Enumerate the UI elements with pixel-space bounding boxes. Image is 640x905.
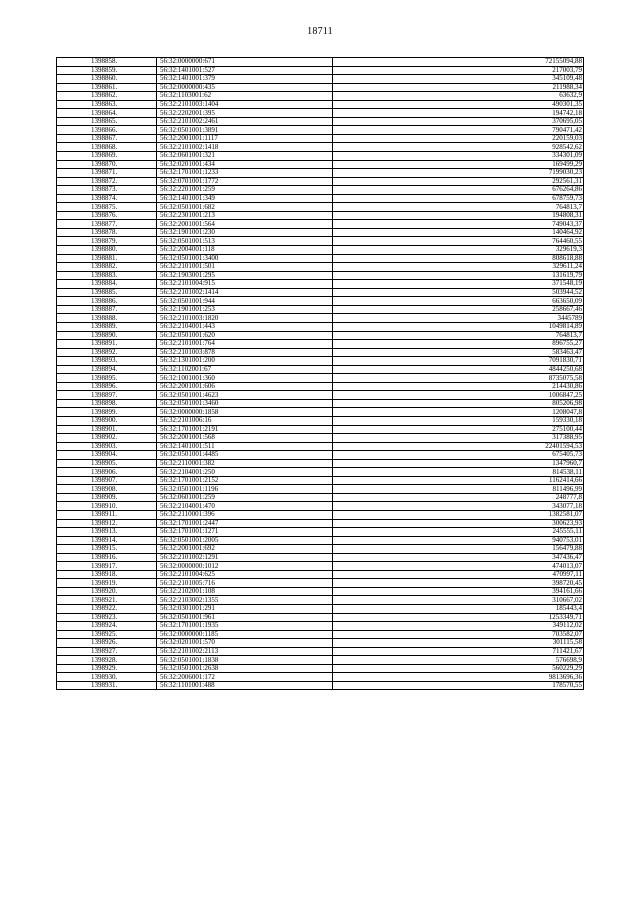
cadastral-value-cell: 3445789 [333,314,584,323]
cadastral-number-cell: 56:32:2101002:1418 [157,143,333,152]
cadastral-number-cell: 56:32:1701001:2191 [157,425,333,434]
cadastral-value-cell: 248777,8 [333,493,584,502]
row-number-cell: 1398922. [57,605,157,614]
cadastral-value-cell: 8735075,58 [333,374,584,383]
cadastral-number-cell: 56:32:1903001:295 [157,271,333,280]
cadastral-number-cell: 56:32:0501001:4623 [157,391,333,400]
row-number-cell: 1398911. [57,510,157,519]
row-number-cell: 1398871. [57,169,157,178]
row-number-cell: 1398864. [57,109,157,118]
table-row [57,271,584,280]
cadastral-number-cell: 56:32:0501001:1196 [157,485,333,494]
row-number-cell: 1398914. [57,536,157,545]
cadastral-number-cell: 56:32:2006001:172 [157,673,333,682]
cadastral-number-cell: 56:32:0501001:4485 [157,451,333,460]
row-number-cell: 1398872. [57,177,157,186]
row-number-cell: 1398862. [57,92,157,101]
table-row [57,169,584,178]
cadastral-value-cell: 343077,18 [333,502,584,511]
cadastral-value-cell: 371548,19 [333,280,584,289]
cadastral-number-cell: 56:32:0201001:434 [157,160,333,169]
row-number-cell: 1398902. [57,434,157,443]
cadastral-number-cell: 56:32:2101001:764 [157,340,333,349]
page-number: 18711 [307,26,333,37]
table-row [57,100,584,109]
cadastral-value-cell: 317388,95 [333,434,584,443]
cadastral-value-cell: 1253349,71 [333,613,584,622]
table-row [57,528,584,537]
table-row [57,322,584,331]
cadastral-value-cell: 22401594,53 [333,442,584,451]
cadastral-value-cell: 560229,29 [333,664,584,673]
cadastral-value-cell: 676264,86 [333,186,584,195]
row-number-cell: 1398896. [57,382,157,391]
table-row [57,416,584,425]
cadastral-value-cell: 764813,7 [333,331,584,340]
row-number-cell: 1398858. [57,58,157,67]
cadastral-value-cell: 214430,86 [333,382,584,391]
cadastral-value-cell: 503944,52 [333,288,584,297]
cadastral-number-cell: 56:32:2101003:1820 [157,314,333,323]
row-number-cell: 1398859. [57,66,157,75]
table-body [57,58,584,690]
cadastral-number-cell: 56:32:1102001:67 [157,365,333,374]
table-row [57,613,584,622]
cadastral-number-cell: 56:32:1701001:1935 [157,622,333,631]
cadastral-number-cell: 56:32:2101003:1404 [157,100,333,109]
row-number-cell: 1398875. [57,203,157,212]
row-number-cell: 1398910. [57,502,157,511]
table-row [57,451,584,460]
row-number-cell: 1398920. [57,587,157,596]
cadastral-number-cell: 56:32:0501001:620 [157,331,333,340]
cadastral-number-cell: 56:32:1103001:62 [157,92,333,101]
row-number-cell: 1398895. [57,374,157,383]
cadastral-value-cell: 1162414,66 [333,476,584,485]
cadastral-value-table [56,57,584,690]
row-number-cell: 1398923. [57,613,157,622]
row-number-cell: 1398882. [57,263,157,272]
table-row [57,331,584,340]
table-row [57,237,584,246]
row-number-cell: 1398881. [57,254,157,263]
cadastral-number-cell: 56:32:1901001:230 [157,228,333,237]
cadastral-number-cell: 56:32:1401001:511 [157,442,333,451]
cadastral-value-cell: 1049814,89 [333,322,584,331]
row-number-cell: 1398863. [57,100,157,109]
row-number-cell: 1398928. [57,656,157,665]
row-number-cell: 1398903. [57,442,157,451]
row-number-cell: 1398893. [57,357,157,366]
table-row [57,305,584,314]
cadastral-value-cell: 808618,88 [333,254,584,263]
cadastral-value-cell: 292561,31 [333,177,584,186]
row-number-cell: 1398927. [57,647,157,656]
row-number-cell: 1398898. [57,399,157,408]
row-number-cell: 1398868. [57,143,157,152]
cadastral-number-cell: 56:32:0501001:3400 [157,254,333,263]
row-number-cell: 1398870. [57,160,157,169]
cadastral-value-cell: 394161,66 [333,587,584,596]
row-number-cell: 1398916. [57,553,157,562]
cadastral-number-cell: 56:32:1401001:379 [157,75,333,84]
row-number-cell: 1398915. [57,545,157,554]
row-number-cell: 1398919. [57,579,157,588]
table-row [57,75,584,84]
table-row [57,288,584,297]
cadastral-number-cell: 56:32:1101001:488 [157,681,333,690]
cadastral-number-cell: 56:32:2004001:118 [157,246,333,255]
cadastral-value-cell: 7091830,71 [333,357,584,366]
cadastral-number-cell: 56:32:0501001:2638 [157,664,333,673]
cadastral-value-cell: 896755,27 [333,340,584,349]
table-row [57,126,584,135]
cadastral-value-cell: 814538,11 [333,468,584,477]
cadastral-number-cell: 56:32:1001001:360 [157,374,333,383]
cadastral-number-cell: 56:32:2001001:606 [157,382,333,391]
cadastral-value-cell: 4844250,68 [333,365,584,374]
table-row [57,297,584,306]
cadastral-number-cell: 56:32:0000000:1185 [157,630,333,639]
cadastral-number-cell: 56:32:0501001:961 [157,613,333,622]
cadastral-value-cell: 156479,88 [333,545,584,554]
table-row [57,314,584,323]
table-row [57,83,584,92]
cadastral-value-cell: 169499,29 [333,160,584,169]
cadastral-value-cell: 811496,99 [333,485,584,494]
cadastral-number-cell: 56:32:0501001:2005 [157,536,333,545]
cadastral-value-cell: 470997,11 [333,570,584,579]
table-row [57,664,584,673]
table-row [57,493,584,502]
row-number-cell: 1398901. [57,425,157,434]
row-number-cell: 1398899. [57,408,157,417]
table-row [57,160,584,169]
cadastral-value-cell: 159330,18 [333,416,584,425]
cadastral-value-cell: 334301,09 [333,152,584,161]
cadastral-value-cell: 790471,42 [333,126,584,135]
cadastral-number-cell: 56:32:1901001:253 [157,305,333,314]
cadastral-value-cell: 576698,9 [333,656,584,665]
cadastral-number-cell: 56:32:2104001:443 [157,322,333,331]
cadastral-number-cell: 56:32:0000000:671 [157,58,333,67]
cadastral-number-cell: 56:32:0701001:1772 [157,177,333,186]
row-number-cell: 1398884. [57,280,157,289]
cadastral-number-cell: 56:32:2102001:108 [157,587,333,596]
table-row [57,639,584,648]
cadastral-value-cell: 194742,18 [333,109,584,118]
cadastral-number-cell: 56:32:0000000:1858 [157,408,333,417]
row-number-cell: 1398891. [57,340,157,349]
table-row [57,348,584,357]
table-row [57,596,584,605]
cadastral-number-cell: 56:32:2101001:501 [157,263,333,272]
row-number-cell: 1398904. [57,451,157,460]
row-number-cell: 1398897. [57,391,157,400]
cadastral-value-cell: 310667,02 [333,596,584,605]
table-row [57,194,584,203]
cadastral-number-cell: 56:32:2110001:382 [157,459,333,468]
cadastral-number-cell: 56:32:0501001:3460 [157,399,333,408]
cadastral-number-cell: 56:32:1701001:1271 [157,528,333,537]
table-row [57,254,584,263]
row-number-cell: 1398931. [57,681,157,690]
cadastral-number-cell: 56:32:0601001:259 [157,493,333,502]
row-number-cell: 1398912. [57,519,157,528]
cadastral-number-cell: 56:32:2101003:878 [157,348,333,357]
table-row [57,374,584,383]
table-row [57,579,584,588]
cadastral-value-cell: 9813696,36 [333,673,584,682]
cadastral-value-cell: 583463,47 [333,348,584,357]
row-number-cell: 1398866. [57,126,157,135]
table-row [57,58,584,67]
table-row [57,468,584,477]
row-number-cell: 1398888. [57,314,157,323]
cadastral-number-cell: 56:32:0501001:513 [157,237,333,246]
table-row [57,553,584,562]
table-row [57,476,584,485]
cadastral-number-cell: 56:32:2101005:716 [157,579,333,588]
table-row [57,605,584,614]
table-row [57,502,584,511]
cadastral-value-cell: 1382581,07 [333,510,584,519]
table-row [57,134,584,143]
row-number-cell: 1398880. [57,246,157,255]
cadastral-value-cell: 1208047,8 [333,408,584,417]
table-row [57,203,584,212]
table-row [57,246,584,255]
row-number-cell: 1398860. [57,75,157,84]
cadastral-value-cell: 140464,92 [333,228,584,237]
cadastral-number-cell: 56:32:2101002:2113 [157,647,333,656]
cadastral-value-cell: 211988,34 [333,83,584,92]
table-row [57,485,584,494]
cadastral-value-cell: 474013,07 [333,562,584,571]
table-row [57,92,584,101]
cadastral-value-cell: 245555,11 [333,528,584,537]
table-row [57,656,584,665]
table-row [57,459,584,468]
table-row [57,434,584,443]
cadastral-value-cell: 194808,31 [333,211,584,220]
row-number-cell: 1398906. [57,468,157,477]
cadastral-value-cell: 940753,01 [333,536,584,545]
cadastral-number-cell: 56:32:2101002:1414 [157,288,333,297]
table-row [57,382,584,391]
table-row [57,186,584,195]
cadastral-number-cell: 56:32:2101002:1291 [157,553,333,562]
cadastral-value-cell: 764460,55 [333,237,584,246]
cadastral-value-cell: 329619,3 [333,246,584,255]
row-number-cell: 1398908. [57,485,157,494]
cadastral-number-cell: 56:32:1401001:527 [157,66,333,75]
cadastral-value-cell: 1347960,7 [333,459,584,468]
cadastral-number-cell: 56:32:2101004:915 [157,280,333,289]
table-row [57,673,584,682]
row-number-cell: 1398886. [57,297,157,306]
table-row [57,109,584,118]
cadastral-value-cell: 370695,05 [333,117,584,126]
cadastral-value-cell: 185443,4 [333,605,584,614]
table-row [57,280,584,289]
cadastral-number-cell: 56:32:2103002:1355 [157,596,333,605]
row-number-cell: 1398887. [57,305,157,314]
row-number-cell: 1398867. [57,134,157,143]
cadastral-value-cell: 217003,79 [333,66,584,75]
row-number-cell: 1398930. [57,673,157,682]
table-row [57,442,584,451]
cadastral-value-cell: 398720,45 [333,579,584,588]
table-row [57,391,584,400]
cadastral-number-cell: 56:32:1701001:1233 [157,169,333,178]
cadastral-number-cell: 56:32:2001001:568 [157,434,333,443]
table-row [57,587,584,596]
table-row [57,545,584,554]
cadastral-number-cell: 56:32:0601001:321 [157,152,333,161]
table-row [57,211,584,220]
cadastral-value-cell: 703582,07 [333,630,584,639]
cadastral-number-cell: 56:32:2301001:213 [157,211,333,220]
row-number-cell: 1398879. [57,237,157,246]
cadastral-value-cell: 928542,62 [333,143,584,152]
cadastral-number-cell: 56:32:0501001:3891 [157,126,333,135]
cadastral-number-cell: 56:32:1401001:349 [157,194,333,203]
row-number-cell: 1398878. [57,228,157,237]
row-number-cell: 1398924. [57,622,157,631]
table-row [57,357,584,366]
table-row [57,177,584,186]
cadastral-value-cell: 329611,24 [333,263,584,272]
table-row [57,536,584,545]
table-row [57,365,584,374]
row-number-cell: 1398890. [57,331,157,340]
cadastral-value-cell: 805206,98 [333,399,584,408]
cadastral-value-cell: 349112,02 [333,622,584,631]
cadastral-number-cell: 56:32:0501001:944 [157,297,333,306]
table-row [57,220,584,229]
table-row [57,152,584,161]
table-row [57,66,584,75]
cadastral-value-cell: 275100,44 [333,425,584,434]
cadastral-number-cell: 56:32:1701001:2447 [157,519,333,528]
cadastral-value-cell: 663650,09 [333,297,584,306]
cadastral-value-cell: 347436,47 [333,553,584,562]
cadastral-value-cell: 131619,79 [333,271,584,280]
row-number-cell: 1398913. [57,528,157,537]
cadastral-number-cell: 56:32:1701001:2152 [157,476,333,485]
cadastral-value-cell: 258667,46 [333,305,584,314]
cadastral-number-cell: 56:32:0201001:570 [157,639,333,648]
row-number-cell: 1398894. [57,365,157,374]
cadastral-number-cell: 56:32:0501001:1838 [157,656,333,665]
table-row [57,681,584,690]
cadastral-value-cell: 178570,55 [333,681,584,690]
cadastral-number-cell: 56:32:1301001:200 [157,357,333,366]
table-row [57,228,584,237]
row-number-cell: 1398877. [57,220,157,229]
row-number-cell: 1398874. [57,194,157,203]
cadastral-value-cell: 490301,35 [333,100,584,109]
row-number-cell: 1398900. [57,416,157,425]
cadastral-number-cell: 56:32:2104001:470 [157,502,333,511]
row-number-cell: 1398909. [57,493,157,502]
cadastral-value-cell: 711421,67 [333,647,584,656]
cadastral-value-cell: 1006847,25 [333,391,584,400]
row-number-cell: 1398925. [57,630,157,639]
row-number-cell: 1398865. [57,117,157,126]
table-row [57,117,584,126]
cadastral-value-cell: 675405,73 [333,451,584,460]
table-row [57,570,584,579]
table-row [57,408,584,417]
row-number-cell: 1398918. [57,570,157,579]
row-number-cell: 1398921. [57,596,157,605]
cadastral-value-cell: 749043,37 [333,220,584,229]
table-row [57,647,584,656]
row-number-cell: 1398876. [57,211,157,220]
cadastral-value-cell: 72155094,88 [333,58,584,67]
cadastral-number-cell: 56:32:0000000:435 [157,83,333,92]
cadastral-number-cell: 56:32:2201001:259 [157,186,333,195]
cadastral-value-cell: 301115,58 [333,639,584,648]
cadastral-value-cell: 345109,48 [333,75,584,84]
cadastral-value-cell: 63632,9 [333,92,584,101]
row-number-cell: 1398889. [57,322,157,331]
table-row [57,510,584,519]
cadastral-number-cell: 56:32:2001001:1117 [157,134,333,143]
row-number-cell: 1398917. [57,562,157,571]
cadastral-number-cell: 56:32:2001001:564 [157,220,333,229]
cadastral-number-cell: 56:32:2101006:16 [157,416,333,425]
row-number-cell: 1398907. [57,476,157,485]
table-row [57,263,584,272]
cadastral-number-cell: 56:32:2101002:2461 [157,117,333,126]
row-number-cell: 1398869. [57,152,157,161]
row-number-cell: 1398926. [57,639,157,648]
cadastral-value-cell: 678759,73 [333,194,584,203]
cadastral-value-cell: 7199030,23 [333,169,584,178]
cadastral-number-cell: 56:32:2104001:250 [157,468,333,477]
cadastral-number-cell: 56:32:0501001:682 [157,203,333,212]
cadastral-value-cell: 300623,93 [333,519,584,528]
cadastral-value-cell: 220159,03 [333,134,584,143]
row-number-cell: 1398929. [57,664,157,673]
cadastral-number-cell: 56:32:2101004:625 [157,570,333,579]
table-row [57,425,584,434]
row-number-cell: 1398883. [57,271,157,280]
table-row [57,622,584,631]
table-row [57,340,584,349]
cadastral-number-cell: 56:32:0301001:291 [157,605,333,614]
table-row [57,399,584,408]
row-number-cell: 1398905. [57,459,157,468]
row-number-cell: 1398885. [57,288,157,297]
cadastral-value-cell: 764813,7 [333,203,584,212]
row-number-cell: 1398892. [57,348,157,357]
cadastral-number-cell: 56:32:2202001:395 [157,109,333,118]
cadastral-number-cell: 56:32:0000000:1012 [157,562,333,571]
table-row [57,519,584,528]
table-row [57,630,584,639]
row-number-cell: 1398861. [57,83,157,92]
table-row [57,143,584,152]
table-row [57,562,584,571]
cadastral-number-cell: 56:32:2110001:396 [157,510,333,519]
cadastral-number-cell: 56:32:2001001:692 [157,545,333,554]
row-number-cell: 1398873. [57,186,157,195]
